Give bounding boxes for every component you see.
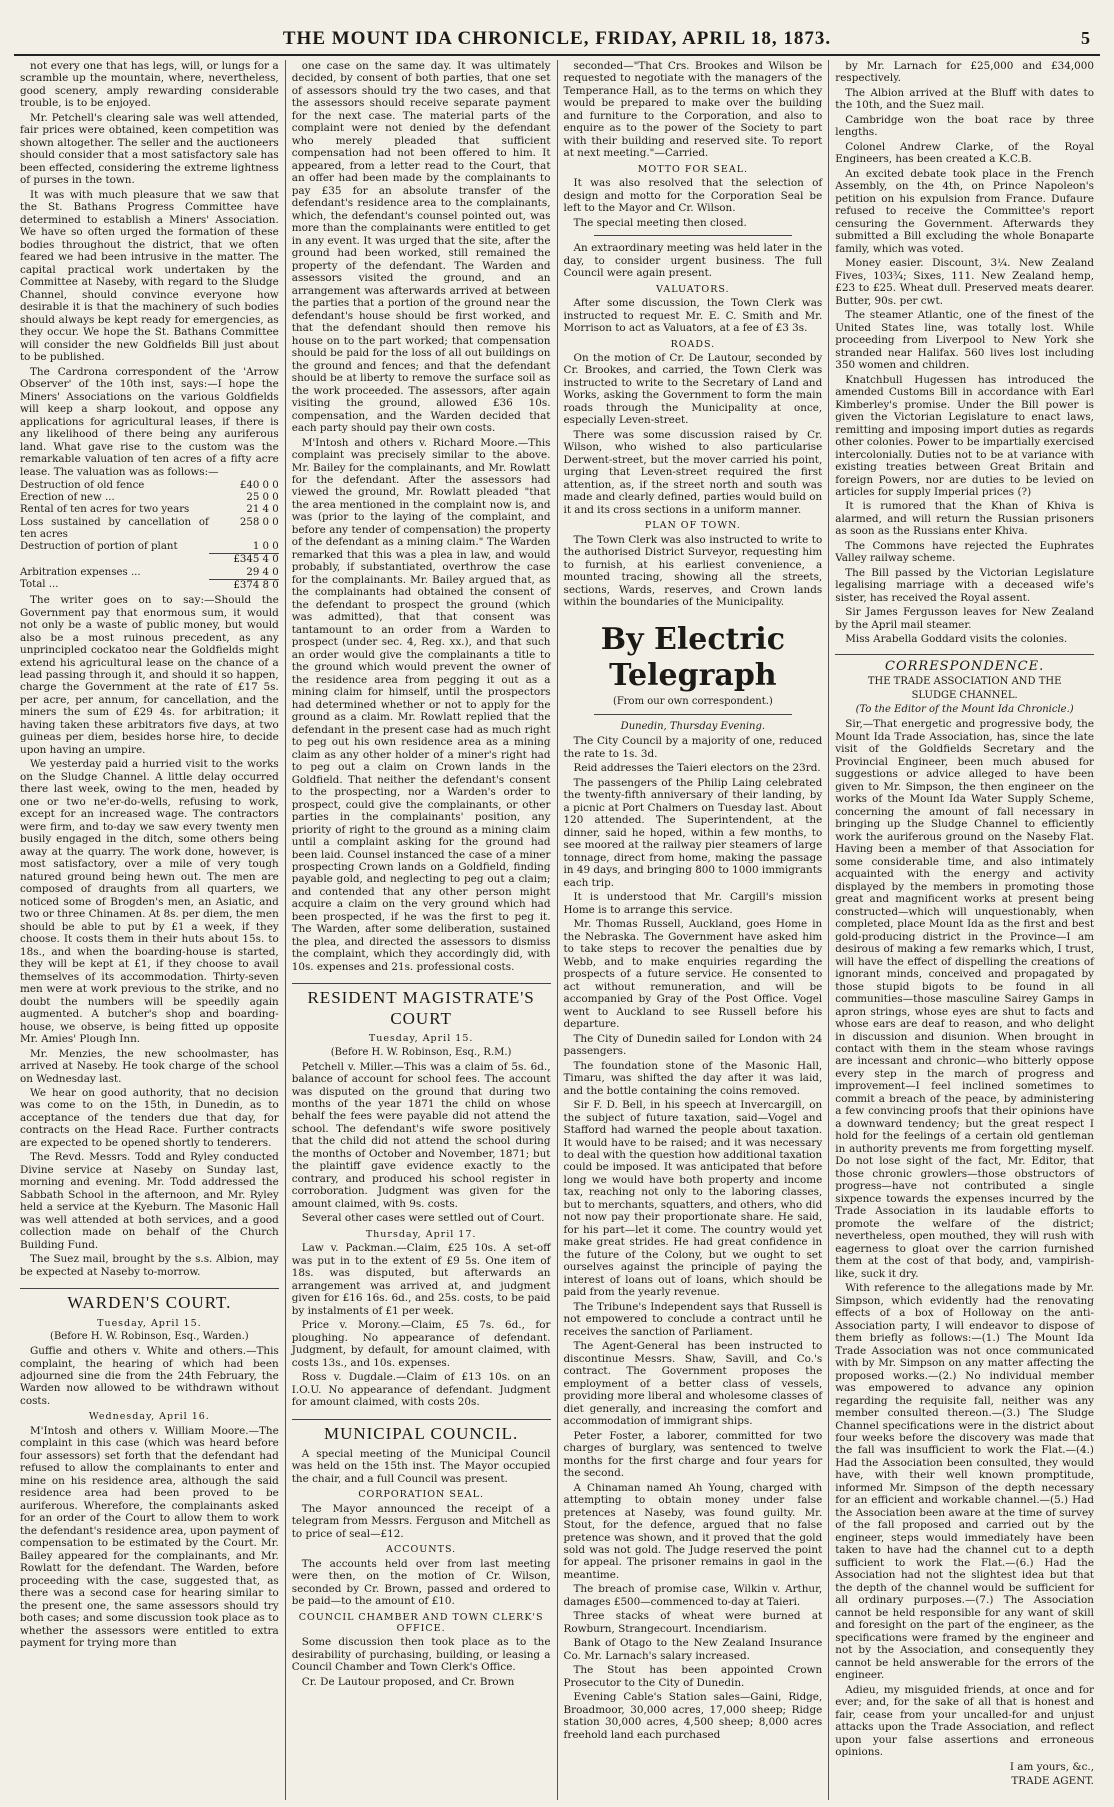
divider	[594, 714, 793, 715]
paragraph: Peter Foster, a laborer, committed for two charges of burglary, was sentenced to twelve months for the first charge and four years for the second.	[563, 1429, 823, 1480]
paragraph: The City Council by a majority of one, reduced the rate to 1s. 3d.	[563, 735, 823, 760]
column-3	[558, 60, 830, 1800]
paragraph: Cambridge won the boat race by three lengths.	[835, 113, 1094, 139]
valuation-row	[20, 480, 279, 492]
paragraph: We yesterday paid a hurried visit to the works on the Sludge Channel. A little delay occurred there last week, owing to the men, headed by one or two ne'er-do-wells, refusing to work, except for an increased wage. The contractors were firm, and to-day we saw every twenty men busily engaged in the ditch, some others being away at the quarry. The work done, however, is most satisfactory, over a mile of very tough natured ground being hewn out. The men are composed of draughts from all quarters, we noticed some of Brogden's men, an Asiatic, and two or three Chinamen. At 8s. per diem, the men should be able to put by £1 a week, if they choose. It costs them in their huts about 15s. to 18s., and when the boarding-house is started, they will be kept at £1, if they choose to avail themselves of its accommodation. Thirty-seven men were at work previous to the strike, and no doubt the numbers will be speedily again augmented. A butcher's shop and boarding-house, we observe, is being fitted up opposite Mr. Amies' Plough Inn.	[20, 758, 279, 1046]
paragraph: M'Intosh and others v. William Moore.—The complaint in this case (which was heard before four assessors) set forth that the defendant had refused to allow the complainants to enter and mine on his residence area, although the said residence area had been proved to be auriferous. Wherefore, the complainants asked for an order of the Court to allow them to work the defendant's residence area, upon payment of compensation to be estimated by the Court. Mr. Bailey appeared for the complainants, and Mr. Rowlatt for the defendant. The Warden, before proceeding with the case, suggested that, as there was a second case for hearing similar to the present one, the same assessors should try both cases; and some discussion took place as to whether the assessors were entitled to extra payment for trying more than	[20, 1424, 279, 1650]
subheading: CORPORATION SEAL.	[358, 1489, 484, 1501]
paragraph: Money easier. Discount, 3¼. New Zealand Fives, 103¾; Sixes, 111. New Zealand hemp, £23 to £25. Wheat dull. Preserved meats dearer. Butter, 90s. per cwt.	[835, 257, 1094, 307]
paragraph: The passengers of the Philip Laing celebrated the twenty-fifth anniversary of their landing, by a picnic at Port Chalmers on Tuesday last. About 120 attended. The Superintendent, at the dinner, said he hoped, within a few months, to see moored at the railway pier steamers of large tonnage, direct from home, making the passage in 49 days, and bringing 800 to 1000 immigrants each trip.	[563, 776, 823, 889]
paragraph: The Commons have rejected the Euphrates Valley railway scheme.	[835, 539, 1094, 565]
valuation-item	[20, 554, 209, 567]
subheading: PLAN OF TOWN.	[644, 520, 741, 532]
paragraph: An excited debate took place in the French Assembly, on the 4th, on Prince Napoleon's petition on his expulsion from France. Dufaure refused to receive the Committee's report censuring the Government. Afterwards they submitted a Bill excluding the whole Bonaparte family, which was voted.	[835, 167, 1094, 255]
paragraph: The special meeting then closed.	[573, 216, 747, 229]
paragraph: Reid addresses the Taieri electors on the 23rd.	[573, 762, 821, 775]
court-before: (Before H. W. Robinson, Esq., R.M.)	[330, 1046, 512, 1058]
valuation-item: Destruction of old fence	[20, 479, 145, 491]
valuation-item: Destruction of portion of plant	[20, 541, 178, 553]
paragraph: Three stacks of wheat were burned at Rowburn, Strangecourt. Incendiarism.	[563, 1610, 823, 1635]
section-heading-electric-telegraph: By Electric Telegraph	[600, 622, 785, 694]
paragraph: There was some discussion raised by Cr. Wilson, who wished to also particularise Derwent-street, but the mover carried his point, urging that Leven-street required the first attention, as, if the street north and south was made and clearly defined, parties would build on it and its cross sections in a uniform manner.	[563, 428, 823, 516]
paragraph: The Albion arrived at the Bluff with dates to the 10th, and the Suez mail.	[835, 86, 1094, 112]
paragraph: Miss Arabella Goddard visits the colonies.	[845, 633, 1068, 646]
column-2	[286, 60, 558, 1800]
valuation-value: 21 4 0	[246, 504, 279, 516]
valuation-row	[20, 554, 279, 567]
valuation-value: 25 0 0	[246, 492, 279, 504]
paragraph: The breach of promise case, Wilkin v. Arthur, damages £500—commenced to-day at Taieri.	[563, 1583, 823, 1608]
paragraph: Cr. De Lautour proposed, and Cr. Brown	[301, 1675, 515, 1688]
court-date: Tuesday, April 15.	[97, 1317, 202, 1329]
section-heading-municipal-council: MUNICIPAL COUNCIL.	[292, 1419, 551, 1444]
section-heading-resident-magistrates-court: RESIDENT MAGISTRATE'S COURT	[292, 983, 551, 1029]
newspaper-title: THE MOUNT IDA CHRONICLE, FRIDAY, APRIL 18, 1873.	[282, 28, 832, 49]
valuation-value: £345 4 0	[209, 554, 279, 567]
letter-title-line-1: THE TRADE ASSOCIATION AND THE	[867, 676, 1062, 688]
paragraph: Evening Cable's Station sales—Gaini, Ridge, Broadmoor, 30,000 acres, 17,000 sheep; Ridge station 30,000 acres, 4,500 sheep; 8,000 acres freehold land each purchased	[563, 1691, 823, 1741]
subheading: ACCOUNTS.	[386, 1544, 457, 1556]
paragraph: Petchell v. Miller.—This was a claim of 5s. 6d., balance of account for school fees. The account was disputed on the ground that during two months of the year 1871 the child on whose behalf the fees were payable did not attend the school. The defendant's wife swore positively that the child did not attend the school during the months of October and November, 1871; but the plaintiff gave evidence exactly to the contrary, and produced his school register in corroboration. Judgment was given for the amount claimed, with 9s. costs.	[291, 1060, 551, 1210]
paragraph: The writer goes on to say:—Should the Government pay that enormous sum, it would not only be a waste of public money, but would also be a most ruinous precedent, as any unprincipled cockatoo near the Goldfields might extend his agricultural lease on the chance of a lead passing through it, and should it so happen, charge the Government at the rate of £17 5s. per acre, per annum, for cancellation, and the miners the sum of £29 4s. for arbitration; it having taken these arbitrators five days, at two guineas per diem, besides horse hire, to decide upon having an umpire.	[20, 594, 279, 756]
valuation-row	[20, 541, 279, 554]
letter-signature: TRADE AGENT.	[1011, 1775, 1094, 1788]
paragraph: Sir F. D. Bell, in his speech at Invercargill, on the subject of future taxation, said—Vogel and Stafford had warned the people about taxation. It would have to be raised; and it was necessary to deal with the question how additional taxation could be imposed. It was anticipated that before long we would have both property and income tax, reaching not only to the laboring classes, but to merchants, squatters, and others, who did not now pay their proportionate share. He said, for his part—let it come. The country would yet make great strides. He had great confidence in the future of the Colony, but we ought to set ourselves against the principle of paying the interest of loans out of loans, which should be paid from the yearly revenue.	[563, 1099, 823, 1299]
column-1	[14, 60, 286, 1800]
valuation-row	[20, 504, 279, 516]
paragraph: Sir James Fergusson leaves for New Zealand by the April mail steamer.	[835, 606, 1094, 631]
columns	[14, 60, 1100, 1800]
paragraph: A Chinaman named Ah Young, charged with attempting to obtain money under false pretences at Naseby, was found guilty. Mr. Stout, for the defence, argued that no false pretence was shown, and it proved that the gold sold was not gold. The Judge reserved the point for appeal. The prisoner remains in gaol in the meantime.	[563, 1481, 823, 1581]
paragraph: On the motion of Cr. De Lautour, seconded by Cr. Brookes, and carried, the Town Clerk was instructed to write to the Secretary of Land and Works, asking the Government to form the main roads through the Municipality at once, especially Leven-street.	[563, 351, 823, 427]
paragraph: Sir,—That energetic and progressive body, the Mount Ida Trade Association, has, since the late visit of the Goldfields Secretary and the Provincial Engineer, been much abused for suggestions or advice alleged to have been given to Mr. Simpson, the then engineer on the works of the Mount Ida Water Supply Scheme, concerning the amount of fall necessary in bringing up the Sludge Channel to efficiently work the auriferous ground on the Naseby Flat. Having been a member of that Association for some considerable time, and also intimately acquainted with the energy and activity displayed by the members in promoting those great and magnificent works at present being constructed—which will unquestionably, when completed, place Mount Ida as the first and best gold-producing district in the Province—I am desirous of making a few remarks which, I trust, will have the effect of dispelling the creations of ignorant minds, conceived and propagated by those stupid bigots to be found in all communities—those masculine Sairey Gamps in apron strings, whose eyes are shut to facts and whose ears are deaf to reason, and who delight in discussion and disunion. When brought in contact with them in the steam whose ravings are incessant and chronic—who bitterly oppose every step in the march of progress and improvement—I feel inclined sometimes to commit a breach of the peace, by administering a few convincing proofs that their opinions have a downward tendency; but the great respect I hold for the feelings of a certain old gentleman in authority prevents me from forgetting myself. Do not lose sight of the fact, Mr. Editor, that those chronic growlers—those obstructors of progress—have not contributed a single sixpence towards the expenses incurred by the Trade Association in its laudable efforts to promote the welfare of the district; nevertheless, open mouthed, they will rush with eagerness to gloat over the carrion furnished them at the cost of that body, and, vampirish-like, suck it dry.	[835, 718, 1094, 1280]
letter-title-line-2: SLUDGE CHANNEL.	[911, 690, 1018, 702]
paragraph: not every one that has legs, will, or lungs for a scramble up the mountain, where, nevertheless, good scenery, amply rewarding considerable trouble, is to be enjoyed.	[20, 60, 279, 110]
paragraph: The foundation stone of the Masonic Hall, Timaru, was shifted the day after it was laid, and the bottle containing the coins removed.	[563, 1059, 823, 1097]
masthead	[14, 28, 1100, 56]
paragraph: It is understood that Mr. Cargill's mission Home is to arrange this service.	[563, 891, 823, 916]
valuation-row	[20, 517, 279, 541]
court-before: (Before H. W. Robinson, Esq., Warden.)	[50, 1331, 249, 1343]
valuation-value: £40 0 0	[239, 479, 279, 491]
paragraph: seconded—"That Crs. Brookes and Wilson be requested to negotiate with the managers of the Temperance Hall, as to the terms on which they would be prepared to make over the building and furniture to the Corporation, and also to enquire as to the power of the Society to part with their building and reserved site. To report at next meeting."—Carried.	[563, 60, 823, 160]
subheading: MOTTO FOR SEAL.	[637, 163, 749, 175]
paragraph: Bank of Otago to the New Zealand Insurance Co. Mr. Larnach's salary increased.	[563, 1637, 823, 1662]
paragraph: Several other cases were settled out of Court.	[301, 1212, 545, 1225]
valuation-item: Arbitration expenses ...	[20, 566, 141, 578]
paragraph: Mr. Petchell's clearing sale was well attended, fair prices were obtained, keen competition was shown altogether. The seller and the auctioneers should consider that a most satisfactory sale has been effected, considering the extreme lightness of purses in the town.	[20, 111, 279, 187]
paragraph: It is rumored that the Khan of Khiva is alarmed, and will return the Russian prisoners as soon as the Russians enter Khiva.	[835, 500, 1094, 538]
paragraph: An extraordinary meeting was held later in the day, to consider urgent business. The full Council were again present.	[563, 242, 823, 280]
valuation-item: Loss sustained by cancellation of ten acres	[20, 516, 209, 540]
paragraph: The Town Clerk was also instructed to write to the authorised District Surveyor, requesting him to furnish, at his earliest convenience, a mounted tracing, showing all the streets, sections, Wards, reserves, and Crown lands within the boundaries of the Municipality.	[563, 533, 823, 608]
paragraph: Guffie and others v. White and others.—This complaint, the hearing of which had been adjourned sine die from the 24th February, the Warden now allowed to be withdrawn without costs.	[20, 1345, 279, 1407]
subheading: COUNCIL CHAMBER AND TOWN CLERK'S OFFICE.	[298, 1611, 544, 1634]
valuation-row	[20, 579, 279, 592]
telegraph-byline: (From our own correspondent.)	[612, 696, 773, 708]
valuation-value: 29 4 0	[246, 566, 279, 578]
paragraph: After some discussion, the Town Clerk was instructed to request Mr. E. C. Smith and Mr. Morrison to act as Valuators, at a fee of £3 3s.	[563, 297, 823, 335]
paragraph: A special meeting of the Municipal Council was held on the 15th inst. The Mayor occupied the chair, and a full Council was present.	[291, 1447, 551, 1485]
paragraph: Mr. Menzies, the new schoolmaster, has arrived at Naseby. He took charge of the school on Wednesday last.	[20, 1047, 279, 1085]
paragraph: Colonel Andrew Clarke, of the Royal Engineers, has been created a K.C.B.	[835, 140, 1094, 166]
page-number: 5	[1081, 28, 1090, 48]
telegraph-dateline: Dunedin, Thursday Evening.	[620, 721, 766, 733]
column-4	[829, 60, 1100, 1800]
paragraph: The Suez mail, brought by the s.s. Albion, may be expected at Naseby to-morrow.	[20, 1253, 279, 1278]
paragraph: The Agent-General has been instructed to discontinue Messrs. Shaw, Savill, and Co.'s contract. The Government proposes the employment of a better class of vessels, providing more liberal and wholesome classes of diet generally, and increasing the comfort and accommodation of immigrant ships.	[563, 1340, 823, 1428]
paragraph: The Mayor announced the receipt of a telegram from Messrs. Ferguson and Mitchell as to price of seal—£12.	[291, 1502, 551, 1540]
divider	[594, 235, 793, 236]
valuation-row	[20, 492, 279, 504]
court-date: Thursday, April 17.	[365, 1228, 477, 1240]
subheading: VALUATORS.	[656, 283, 730, 295]
paragraph: With reference to the allegations made by Mr. Simpson, which evidently had the renovating effects of a box of Holloway on the anti-Association party, I will endeavor to dispose of them briefly as follows:—(1.) The Mount Ida Trade Association was not once communicated with by Mr. Simpson on any matter affecting the proposed works.—(2.) No individual member was empowered to advance any opinion regarding the requisite fall, neither was any member consulted thereon.—(3.) The Sludge Channel specifications were in the district about four weeks before the discovery was made that the fall was insufficient to work the Flat.—(4.) Had the Association been consulted, they would have, with their well known promptitude, informed Mr. Simpson of the depth necessary for an efficient and workable channel.—(5.) Had the Association been aware at the time of survey of the fall proposed and carried out by the engineer, steps would immediately have been taken to have had the channel cut to a depth sufficient to work the Flat.—(6.) Had the Association had not the slightest idea but that the depth of the channel would be sufficient for all ordinary purposes.—(7.) The Association cannot be held responsible for any want of skill and foresight on the part of the engineer, as the specifications were framed by the engineer and not by the Association, and consequently they cannot be held answerable for the errors of the engineer.	[835, 1282, 1094, 1682]
letter-signoff: I am yours, &c.,	[1009, 1760, 1094, 1773]
section-heading-correspondence: CORRESPONDENCE.	[835, 654, 1094, 675]
valuation-row	[20, 567, 279, 580]
paragraph: The accounts held over from last meeting were then, on the motion of Cr. Wilson, seconded by Cr. Brown, passed and ordered to be paid—to the amount of £10.	[291, 1557, 551, 1608]
paragraph: The Tribune's Independent says that Russell is not empowered to conclude a contract until he receives the sanction of Parliament.	[563, 1300, 823, 1338]
valuation-value: £374 8 0	[209, 579, 279, 592]
paragraph: Price v. Morony.—Claim, £5 7s. 6d., for ploughing. No appearance of defendant. Judgment, by default, for amount claimed, with costs 13s., and 10s. expenses.	[291, 1319, 551, 1369]
court-date: Tuesday, April 15.	[368, 1033, 474, 1045]
paragraph: Mr. Thomas Russell, Auckland, goes Home in the Nebraska. The Government have asked him to take steps to recover the penalties due by Webb, and to make enquiries regarding the prospects of a future service. He consented to act without remuneration, and will be accompanied by Gray of the Post Office. Vogel went to Auckland to see Russell before his departure.	[563, 918, 823, 1031]
paragraph: The City of Dunedin sailed for London with 24 passengers.	[563, 1032, 823, 1058]
paragraph: Adieu, my misguided friends, at once and for ever; and, for the sake of all that is honest and fair, cease from your uncalled-for and unjust attacks upon the Trade Association, and reflect upon your false assertions and erroneous opinions.	[835, 1683, 1094, 1759]
section-heading-wardens-court: WARDEN'S COURT.	[20, 1288, 279, 1313]
paragraph: The steamer Atlantic, one of the finest of the United States line, was totally lost. While proceeding from Liverpool to New York she stranded near Halifax. 560 lives lost including 350 women and children.	[835, 309, 1094, 372]
paragraph: Law v. Packman.—Claim, £25 10s. A set-off was put in to the extent of £9 5s. One item of 18s. was disputed, but afterwards an arrangement was arrived at, and judgment given for £16 16s. 6d., and 25s. costs, to be paid by instalments of £1 per week.	[291, 1242, 551, 1317]
paragraph: by Mr. Larnach for £25,000 and £34,000 respectively.	[835, 60, 1094, 85]
valuation-value: 1 0 0	[252, 541, 279, 553]
court-date: Wednesday, April 16.	[88, 1411, 210, 1423]
paragraph: Some discussion then took place as to the desirability of purchasing, building, or leasing a Council Chamber and Town Clerk's Office.	[291, 1636, 551, 1674]
subheading: ROADS.	[670, 338, 716, 350]
valuation-table	[20, 480, 279, 592]
paragraph: Ross v. Dugdale.—Claim of £13 10s. on an I.O.U. No appearance of defendant. Judgment for amount claimed, with costs 20s.	[291, 1371, 551, 1409]
paragraph: It was also resolved that the selection of design and motto for the Corporation Seal be left to the Mayor and Cr. Wilson.	[563, 177, 823, 215]
valuation-item: Total ...	[20, 579, 59, 591]
paragraph: The Cardrona correspondent of the 'Arrow Observer' of the 10th inst, says:—I hope the Miners' Associations on the various Goldfields will keep a sharp lookout, and oppose any applications for agricultural leases, if there is any likelihood of there being any auriferous land. What gave rise to the custom was the remarkable valuation of ten acres of a fifty acre lease. The valuation was as follows:—	[20, 365, 279, 478]
paragraph: M'Intosh and others v. Richard Moore.—This complaint was precisely similar to the above. Mr. Bailey for the complainants, and Mr. Rowlatt for the defendant. After the assessors had viewed the ground, Mr. Rowlatt pleaded "that the area mentioned in the complaint now is, and was (prior to the laying of the complaint, and before any tender of compensation) the property of the defendant as a mining claim." The Warden remarked that this was a plea in law, and would probably, if substantiated, overthrow the case for the complainants. Mr. Bailey argued that, as the complainants had obtained the consent of the defendant to prospect the ground (which was admitted), that that consent was tantamount to an order from a Warden to prospect (under sec. 4, Reg. xx.), and that such an order would give the complainants a title to the ground which would prevent the owner of the residence area from pegging it out as a mining claim for himself, until the prospectors had determined whether or not to apply for the ground as a claim. Mr. Rowlatt replied that the defendant in the present case had as much right to peg out his own residence area as a mining claim as any other holder of a miner's right had to peg out a claim on Crown lands in the Goldfield. That neither the defendant's consent to the prospecting, nor a Warden's order to prospect, could give the complainants, or other parties in the complainants' position, any priority of right to the ground as a mining claim until a complaint asking for the ground had been laid. Counsel instanced the case of a miner prospecting Crown lands on a Goldfield, finding payable gold, and neglecting to peg out a claim; and contended that any other person might acquire a claim on the very ground which had been prospected, if he was the first to peg it. The Warden, after some deliberation, sustained the plea, and directed the assessors to dismiss the complaint, which they accordingly did, with 10s. expenses and 21s. professional costs.	[291, 436, 551, 973]
paragraph: We hear on good authority, that no decision was come to on the 15th, in Dunedin, as to acceptance of the tenders due that day, for contracts on the Head Race. Further contracts are expected to be opened shortly to tenderers.	[20, 1086, 279, 1149]
paragraph: It was with much pleasure that we saw that the St. Bathans Progress Committee have determined to establish a Miners' Association. We have so often urged the formation of these bodies throughout the district, that we often feared we had been intrusive in the matter. The capital practical work undertaken by the Committee at Naseby, with regard to the Sludge Channel, should convince everyone how desirable it is that the machinery of such bodies should always be kept ready for emergencies, as they occur. We hope the St. Bathans Committee will consider the new Goldfields Bill just about to be published.	[20, 188, 279, 364]
paragraph: one case on the same day. It was ultimately decided, by consent of both parties, that one set of assessors should try the two cases, and that the assessors should receive separate payment for the next case. The material parts of the complaint were not denied by the defendant who merely pleaded that sufficient compensation had not been offered to him. It appeared, from a letter read to the Court, that an offer had been made by the complainants to pay £35 for an absolute transfer of the defendant's residence area to the complainants, which, the defendant's counsel pointed out, was more than the complainants were entitled to get in any event. It was urged that the site, after the ground had been worked, still remained the property of the defendant. The Warden and assessors visited the ground, and an arrangement was afterwards arrived at between the parties that a portion of the ground near the defendant's house should be first worked, and that the defendant should then remove his house on to the part worked; that compensation should be paid for the loss of all out buildings on the ground and fences; and that the defendant should be at liberty to remove the surface soil as the work proceeded. The assessors, after again visiting the ground, allowed £36 10s. compensation, and the Warden decided that each party should pay their own costs.	[291, 60, 551, 435]
valuation-value: 258 0 0	[239, 516, 279, 528]
paragraph: The Stout has been appointed Crown Prosecutor to the City of Dunedin.	[563, 1664, 823, 1689]
valuation-item: Erection of new ...	[20, 492, 115, 504]
valuation-item: Rental of ten acres for two years	[20, 504, 190, 516]
paragraph: Knatchbull Hugessen has introduced the amended Customs Bill in accordance with Earl Kimberley's promise. Under the Bill power is given the Victorian Legislature to enact laws, remitting and imposing import duties as regards other colonies. Power to be impartially exercised intercolonially. Duties not to be at variance with existing treaties between Great Britain and foreign Powers, nor are duties to be levied on articles for supply Imperial prices (?)	[835, 373, 1094, 498]
paragraph: The Revd. Messrs. Todd and Ryley conducted Divine service at Naseby on Sunday last, morning and evening. Mr. Todd addressed the Sabbath School in the afternoon, and Mr. Ryley held a service at the Kyeburn. The Masonic Hall was well attended at both services, and a good collection made on behalf of the Church Building Fund.	[20, 1151, 279, 1251]
letter-addressee: (To the Editor of the Mount Ida Chronicle.)	[855, 704, 1074, 716]
paragraph: The Bill passed by the Victorian Legislature legalising marriage with a deceased wife's sister, has received the Royal assent.	[835, 566, 1094, 604]
